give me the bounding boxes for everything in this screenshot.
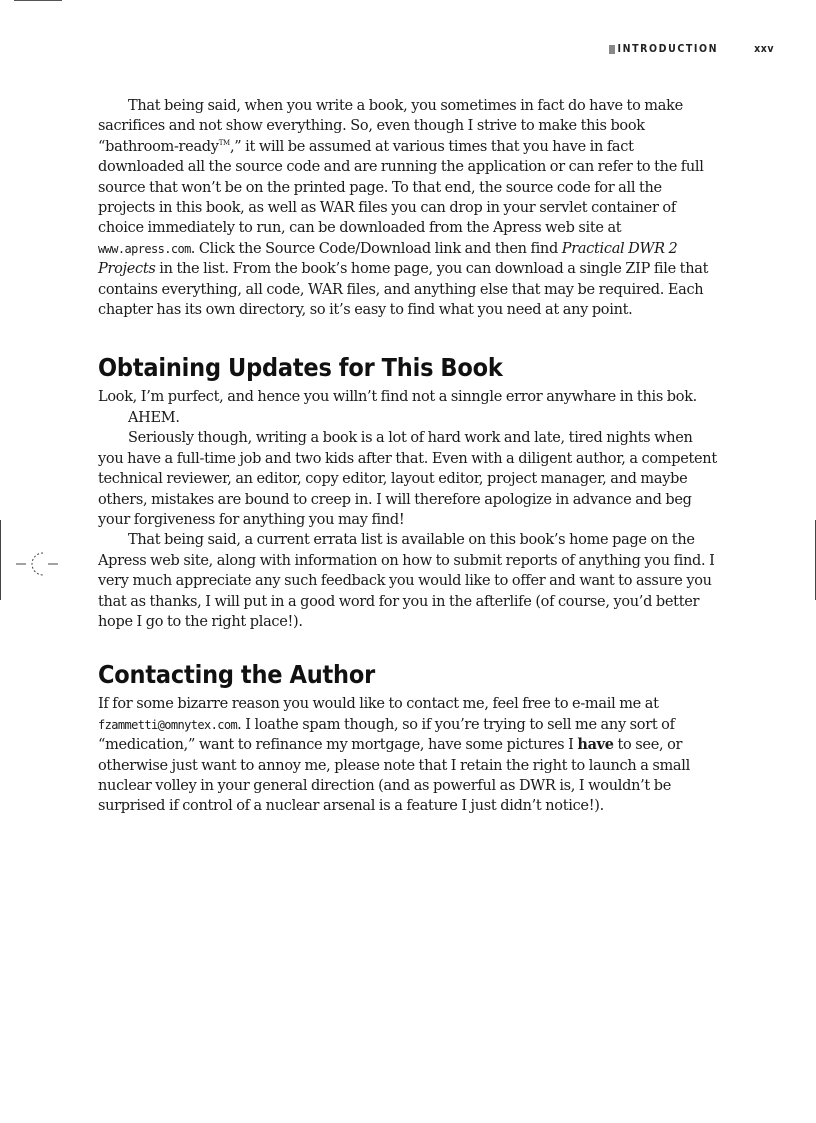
contact-text-3: to see, or otherwise just want to annoy me, please note that I retain the right to launch a small nuclear volley in your general direction (and as powerful as DWR is, I wouldn’t be surprised if control of a nuclear arsenal is a feature I just didn’t notice!). [98, 737, 690, 815]
page-number: xxv [754, 43, 774, 55]
intro-text-4: in the list. From the book’s home page, you can download a single ZIP file that contains everything, all code, WAR files, and anything else that may be required. Each chapter has its own directory, so it’s easy to find what you need at any point. [98, 261, 709, 319]
book-title: Practical DWR 2 Projects [98, 240, 678, 278]
apress-url: www.apress.com [98, 241, 191, 256]
updates-paragraph-3: Seriously though, writing a book is a lot of hard work and late, tired nights when you have a full-time job and two kids after that. Even with a diligent author, a competent technical reviewer, an editor, copy editor, layout editor, project manager, and maybe others, mistakes are bound to creep in. I will therefore apologize in advance and beg your forgiveness for anything you may find! [98, 430, 717, 528]
registration-mark-icon [16, 549, 58, 579]
contact-text-2: . I loathe spam though, so if you’re trying to sell me any sort of “medication,” want to refinance my mortgage, have some pictures I [98, 716, 675, 754]
crop-mark-top [14, 0, 62, 1]
contact-paragraph [98, 694, 718, 816]
header-block-icon [609, 45, 615, 54]
intro-text-1: That being said, when you write a book, you sometimes in fact do have to make sacrifices and not show everything. So, even though I strive to make this book “bathroom-ready [98, 98, 683, 155]
trademark-symbol: TM [218, 138, 230, 147]
updates-paragraph-2: AHEM. [128, 409, 180, 426]
emphasis-have: have [577, 736, 614, 754]
intro-text-2: ,” it will be assumed at various times that you have in fact downloaded all the source code and are running the application or can refer to the full source that won’t be on the printed page. To that end, the source code for all the projects in this book, as well as WAR files you can drop in your servlet container of choice immediately to run, can be downloaded from the Apress web site at [98, 138, 704, 237]
author-email: fzammetti@omnytex.com [98, 717, 238, 732]
contact-text-1: If for some bizarre reason you would like to contact me, feel free to e-mail me at [98, 696, 659, 713]
section-title: INTRODUCTION [617, 43, 719, 55]
heading-obtaining-updates: Obtaining Updates for This Book [98, 353, 503, 383]
updates-paragraph-1: Look, I’m purfect, and hence you willn’t find not a sinngle error anywhare in this bok. [98, 389, 697, 406]
intro-paragraph [98, 96, 718, 320]
updates-paragraph-4: That being said, a current errata list is available on this book’s home page on the Apress web site, along with information on how to submit reports of anything you find. I very much appreciate any such feedback you would like to offer and want to assure you that as thanks, I will put in a good word for you in the afterlife (of course, you’d better hope I go to the right place!). [98, 532, 715, 630]
intro-text-3: . Click the Source Code/Download link and then find [190, 240, 562, 257]
running-header [609, 43, 774, 55]
heading-contacting-author: Contacting the Author [98, 660, 376, 690]
page-body [98, 96, 718, 817]
crop-mark-left [0, 520, 1, 600]
